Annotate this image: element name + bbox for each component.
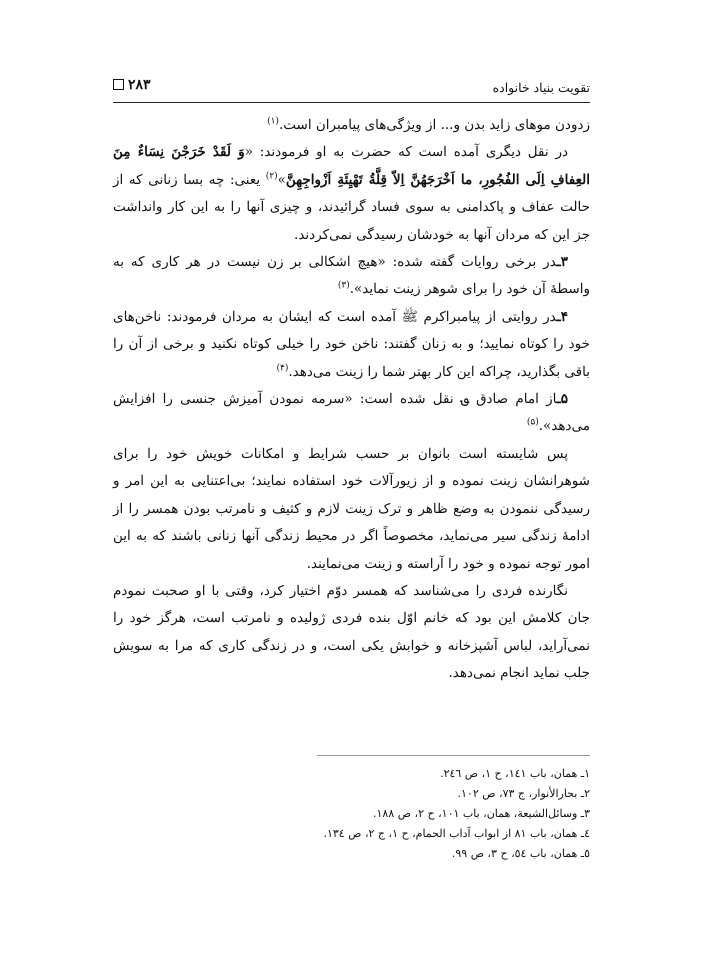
paragraph: ۴ـدر روایتی از پیامبراکرم ﷺ آمده است که ایشان به مردان فرمودند: ناخن‌های خود را کوتاه نمایید؛ و به زنان گفتند: ناخن خود را خیلی کوتاه نکنید و برخی از آن را باقی بگذارید، چراکه این کار بهتر شما را زینت می‌دهد.$^{(۴)}$ xyxy=(113,308,590,380)
body-text xyxy=(113,112,590,688)
footnote: ٤ـ همان، باب ۸۱ از ابواب آداب الحمام، ح ۱، ج ۲، ص ۱۳٤. xyxy=(323,827,590,840)
paragraph: زدودن موهای زاید بدن و... از ویژگی‌های پیامبران است.$^{(۱)}$ xyxy=(267,116,590,133)
item-number: ۳ـ xyxy=(556,254,568,271)
item-number: ۵ـ xyxy=(556,391,568,408)
quran-quote: وَ لَقَدْ خَرَجْنَ نِسَاءٌ مِنَ العِفافِ اِلَى الفُجُورِ، ما اَخْرَجَهُنَّ اِلاّ قِلَّةُ تَهْيِئَةِ اَزْواجِهِنَّ xyxy=(113,144,590,188)
footnote-ref: (۴) xyxy=(276,363,289,374)
page-number-value: ۲۸۳ xyxy=(128,77,151,93)
footnote: ۱ـ همان، باب ۱٤۱، ح ۱، ص ۲٤٦. xyxy=(440,767,590,780)
paragraph: نگارنده فردی را می‌شناسد که همسر دوّم اختیار کرد، وقتی با او صحبت نمودم جان کلامش این بود که خانم اوّل بنده فردی ژولیده و نامرتب است، هرگز خود را نمی‌آراید، لباس آشپزخانه و خوابش یکی است، و در زندگی کاری که مرا به سویش جلب نماید انجام نمی‌دهد. xyxy=(113,582,590,682)
footnote-ref: (۳) xyxy=(337,280,350,291)
footnote-ref: (۱) xyxy=(267,116,279,127)
paragraph: ۳ـدر برخی روایات گفته شده: «هیچ اشکالی بر زن نیست در هر کاری که به واسطهٔ آن خود را برای شوهر زینت نماید».$^{(۳)}$ xyxy=(113,254,590,298)
footnote-ref: (۵) xyxy=(526,417,539,428)
paragraph: در نقل دیگری آمده است که حضرت به او فرمودند: «وَ لَقَدْ خَرَجْنَ نِسَاءٌ مِنَ العِفافِ اِلَى الفُجُورِ، ما اَخْرَجَهُنَّ اِلاّ قِلَّةُ تَهْيِئَةِ اَزْواجِهِنَّ»$^{(۲)}$ یعنی: چه بسا زنانی که از حالت عفاف و پاکدامنی به سوی فساد گرائیدند، و چیزی آنها را به این کار وانداشت جز این که مردان آنها به خودشان رسیدگی نمی‌کردند. xyxy=(113,144,590,243)
running-title: تقویت بنیاد خانواده xyxy=(492,80,590,95)
paragraph: ۵ـاز امام صادق ؈ نقل شده است: «سرمه نمودن آمیزش جنسی را افزایش می‌دهد».$^{(۵)}$ xyxy=(113,391,590,435)
footnote: ۳ـ وسائل‌الشیعة، همان، باب ۱۰۱، ح ۲، ص ۱۸۸. xyxy=(373,807,590,820)
footnote: ٥ـ همان، باب ٥٤، ح ۳، ص ۹۹. xyxy=(451,847,590,860)
item-number: ۴ـ xyxy=(556,308,568,325)
footnote: ۲ـ بحارالأنوار، ج ۷۳، ص ۱۰۲. xyxy=(457,787,590,800)
footnotes xyxy=(260,764,590,864)
page-number xyxy=(113,77,151,93)
footnote-rule xyxy=(317,755,590,756)
page-header xyxy=(113,76,590,98)
square-icon xyxy=(113,79,124,90)
footnote-ref: (۲) xyxy=(265,171,278,182)
paragraph: پس شایسته است بانوان بر حسب شرایط و امکانات خویش خود را برای شوهرانشان زینت نموده و از زیورآلات خود استفاده نمایند؛ بی‌اعتنایی به این امر و رسیدگی ننمودن به وضع ظاهر و ترک زینت لازم و کثیف و نامرتب بودن همسر را از ادامهٔ زندگی سیر می‌نماید، مخصوصاً اگر در محیط زندگی آنها زنانی باشند که به این امور توجه نموده و خود را آراسته و زینت می‌نمایند. xyxy=(113,445,590,572)
header-rule xyxy=(113,102,590,103)
